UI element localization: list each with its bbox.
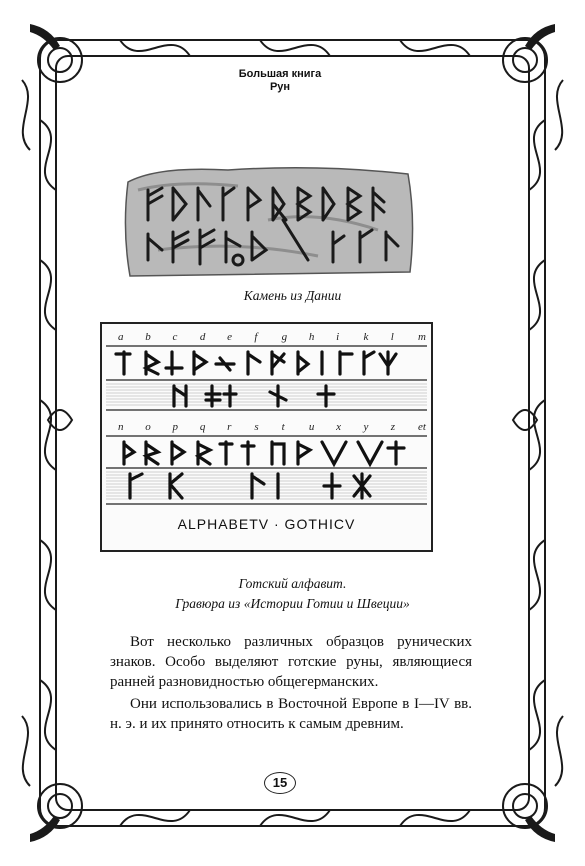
alphabet-letter: s [254, 421, 259, 433]
alphabet-letter: m [418, 331, 426, 343]
alphabet-letter: f [254, 331, 258, 343]
header-line-2: Рун [269, 81, 291, 93]
alphabet-letter: e [227, 331, 232, 343]
gothic-alphabet-plate [102, 324, 431, 550]
running-header [215, 68, 345, 94]
paragraph-2: Они использовались в Восточной Европе в I—IV вв. н. э. и их принято относить к самым древним. [110, 696, 472, 732]
caption-line-2: Гравюра из «Истории Готии и Швеции» [175, 596, 410, 611]
header-line-1: Большая книга [238, 68, 322, 80]
figure-caption-stone: Камень из Дании [243, 288, 342, 303]
alphabet-letter: o [145, 421, 151, 433]
alphabet-letter: u [308, 421, 315, 433]
alphabet-letter: et [418, 421, 426, 433]
alphabet-letter: r [227, 421, 232, 433]
alphabet-letter: p [172, 421, 179, 433]
caption-line-1: Готский алфавит. [238, 576, 347, 591]
alphabet-letter: l [390, 331, 394, 343]
alphabet-letter: q [199, 421, 206, 433]
alphabet-letter: a [118, 331, 124, 343]
alphabet-letter: b [145, 331, 151, 343]
plate-title: ALPHABETV · GOTHICV [177, 516, 356, 532]
figure-caption-alphabet [110, 574, 475, 614]
gothic-alphabet-engraving [100, 322, 433, 552]
page-number: 15 [264, 772, 296, 794]
alphabet-letter: x [336, 421, 342, 433]
danish-rune-stone-image [118, 160, 418, 280]
alphabet-letter: h [308, 331, 315, 343]
paragraph-1: Вот несколько различных образцов рунических знаков. Особо выделяют готские руны, являющиеся ранней разновидностью общегерманских. [110, 634, 472, 690]
alphabet-letter: g [281, 331, 288, 343]
alphabet-letter: c [172, 331, 178, 343]
alphabet-letter: n [118, 421, 124, 433]
alphabet-letter: i [336, 331, 340, 343]
alphabet-letter: z [390, 421, 396, 433]
alphabet-letter: y [363, 421, 369, 433]
body-text [110, 632, 472, 734]
alphabet-letter: d [199, 331, 206, 343]
alphabet-letter: t [281, 421, 285, 433]
alphabet-letter: k [363, 331, 369, 343]
